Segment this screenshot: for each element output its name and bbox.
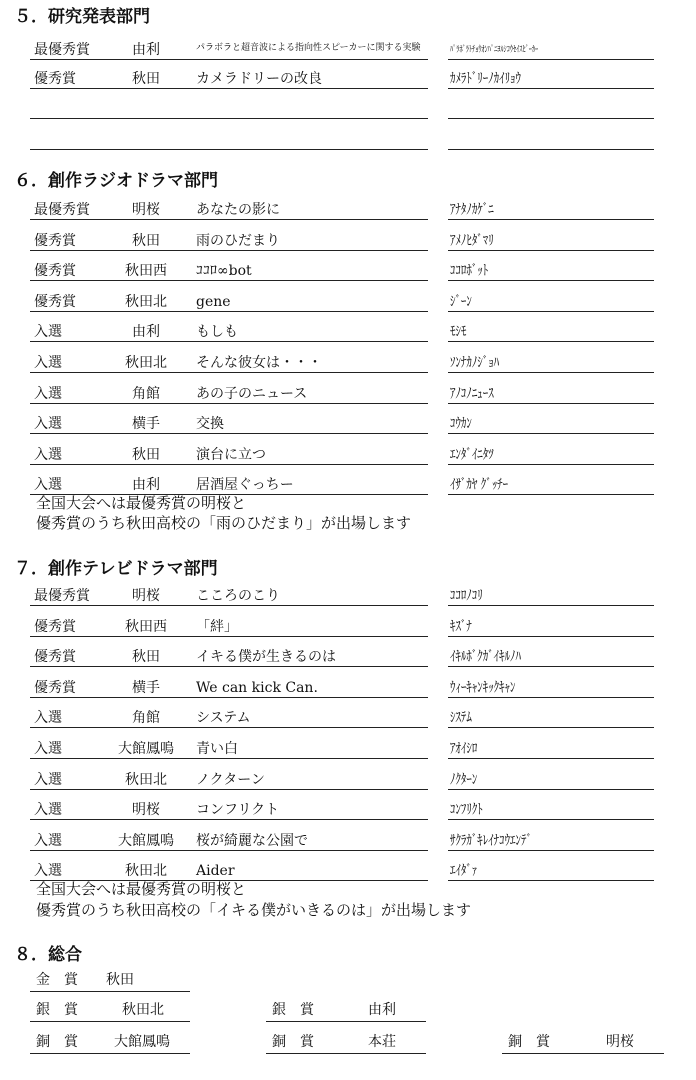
kana-reading: ﾓｼﾓ <box>450 324 467 340</box>
bronze-award-entry-2 <box>266 1032 426 1054</box>
title: イキる僕が生きるのは <box>196 649 336 665</box>
title: 「絆」 <box>196 619 238 635</box>
underline <box>30 118 428 119</box>
award: 入選 <box>34 802 62 818</box>
school: 本荘 <box>368 1034 396 1050</box>
kana-reading: ｲｻﾞｶﾔ ｸﾞｯﾁｰ <box>450 477 509 493</box>
school: 秋田北 <box>125 772 167 788</box>
kana-reading: ﾊﾟﾗﾎﾞﾗﾄﾁｮｳｵﾝﾊﾟﾆﾖﾙｼｺｳｾｲｽﾋﾟｰｶｰ <box>450 45 539 55</box>
sec7-row <box>0 706 696 728</box>
underline <box>30 1053 190 1054</box>
title: そんな彼女は・・・ <box>196 355 322 371</box>
sec6-row <box>0 351 696 373</box>
school: 横手 <box>132 680 160 696</box>
bronze-award-entry-1 <box>30 1032 190 1054</box>
sec6-row <box>0 443 696 465</box>
underline <box>30 636 428 637</box>
award: 優秀賞 <box>34 263 76 279</box>
sec7-row <box>0 737 696 759</box>
silver-award-entry-2 <box>266 1000 426 1022</box>
underline <box>448 880 654 881</box>
kana-reading: ｳｨｰｷｬﾝｷｯｸｷｬﾝ <box>450 680 516 696</box>
award: 優秀賞 <box>34 294 76 310</box>
underline <box>266 1053 426 1054</box>
school: 明桜 <box>132 802 160 818</box>
title: カメラドリーの改良 <box>196 71 322 87</box>
title: パラボラと超音波による指向性スピーカーに関する実験 <box>196 43 421 53</box>
underline <box>448 311 654 312</box>
award: 銀 賞 <box>36 1002 78 1018</box>
kana-reading: ｼｽﾃﾑ <box>450 710 472 726</box>
underline <box>448 605 654 606</box>
award: 優秀賞 <box>34 680 76 696</box>
underline <box>30 666 428 667</box>
section-8-heading: ８．総合 <box>14 945 82 965</box>
sec6-row <box>0 412 696 434</box>
school: 秋田 <box>132 71 160 87</box>
award: 最優秀賞 <box>34 588 90 604</box>
title: こころのこり <box>196 588 280 604</box>
school: 明桜 <box>606 1034 634 1050</box>
school: 秋田 <box>132 447 160 463</box>
school: 秋田北 <box>125 294 167 310</box>
underline <box>448 758 654 759</box>
title: 交換 <box>196 416 224 432</box>
gold-award-entry <box>30 970 190 992</box>
award: 入選 <box>34 710 62 726</box>
underline <box>30 697 428 698</box>
school: 横手 <box>132 416 160 432</box>
award: 最優秀賞 <box>34 42 90 58</box>
sec6-row <box>0 229 696 251</box>
underline <box>448 341 654 342</box>
kana-reading: ｺｺﾛﾉｺﾘ <box>450 588 483 604</box>
sec5-row-2 <box>0 67 696 89</box>
underline <box>448 372 654 373</box>
award: 金 賞 <box>36 972 78 988</box>
underline <box>448 636 654 637</box>
award: 銀 賞 <box>272 1002 314 1018</box>
sec6-row <box>0 259 696 281</box>
sec7-row <box>0 859 696 881</box>
underline <box>30 88 428 89</box>
underline <box>448 118 654 119</box>
underline <box>30 850 428 851</box>
sec7-note-line-1: 全国大会へは最優秀賞の明桜と <box>36 880 247 898</box>
title: システム <box>196 710 251 726</box>
award: 優秀賞 <box>34 233 76 249</box>
sec6-row <box>0 473 696 495</box>
silver-award-entry-1 <box>30 1000 190 1022</box>
underline <box>30 433 428 434</box>
school: 由利 <box>132 324 160 340</box>
underline <box>448 219 654 220</box>
underline <box>266 1021 426 1022</box>
underline <box>448 697 654 698</box>
underline <box>30 311 428 312</box>
sec5-row-blank-2 <box>0 128 696 150</box>
award: 優秀賞 <box>34 649 76 665</box>
underline <box>448 250 654 251</box>
award: 入選 <box>34 477 62 493</box>
award: 銅 賞 <box>272 1034 314 1050</box>
sec7-row <box>0 768 696 790</box>
title: ｺｺﾛ∞bot <box>196 263 252 279</box>
underline <box>448 433 654 434</box>
award: 入選 <box>34 447 62 463</box>
school: 角館 <box>132 386 160 402</box>
underline <box>30 1021 190 1022</box>
sec7-row <box>0 584 696 606</box>
kana-reading: ｺﾝﾌﾘｸﾄ <box>450 802 483 818</box>
school: 大館鳳鳴 <box>118 833 174 849</box>
award: 入選 <box>34 416 62 432</box>
sec5-row-blank-1 <box>0 97 696 119</box>
underline <box>448 59 654 60</box>
school: 大館鳳鳴 <box>114 1034 170 1050</box>
sec5-row-1 <box>0 38 696 60</box>
kana-reading: ｲｷﾙﾎﾞｸｶﾞｲｷﾙﾉﾊ <box>450 649 521 665</box>
kana-reading: ｿﾝﾅｶﾉｼﾞｮﾊ <box>450 355 500 371</box>
school: 由利 <box>368 1002 396 1018</box>
sec7-row <box>0 829 696 851</box>
school: 秋田北 <box>125 863 167 879</box>
sec7-row <box>0 676 696 698</box>
underline <box>448 149 654 150</box>
underline <box>30 991 190 992</box>
sec6-row <box>0 382 696 404</box>
award: 入選 <box>34 833 62 849</box>
school: 由利 <box>132 477 160 493</box>
title: 居酒屋ぐっちー <box>196 477 294 493</box>
kana-reading: ｱﾉｺﾉﾆｭｰｽ <box>450 386 494 402</box>
sec6-row <box>0 320 696 342</box>
award: 銅 賞 <box>508 1034 550 1050</box>
underline <box>448 88 654 89</box>
kana-reading: ｴﾝﾀﾞｲﾆﾀﾂ <box>450 447 494 463</box>
award: 優秀賞 <box>34 619 76 635</box>
school: 秋田北 <box>122 1002 164 1018</box>
school: 秋田 <box>132 233 160 249</box>
school: 秋田北 <box>125 355 167 371</box>
underline <box>30 758 428 759</box>
title: 演台に立つ <box>196 447 266 463</box>
bronze-award-entry-3 <box>502 1032 664 1054</box>
underline <box>30 464 428 465</box>
underline <box>448 819 654 820</box>
title: ノクターン <box>196 772 266 788</box>
underline <box>448 727 654 728</box>
school: 由利 <box>132 42 160 58</box>
kana-reading: ｷｽﾞﾅ <box>450 619 472 635</box>
sec6-row <box>0 290 696 312</box>
underline <box>448 789 654 790</box>
section-7-heading: ７．創作テレビドラマ部門 <box>14 559 218 579</box>
sec7-row <box>0 798 696 820</box>
school: 秋田西 <box>125 619 167 635</box>
underline <box>30 219 428 220</box>
title: 桜が綺麗な公園で <box>196 833 308 849</box>
award: 入選 <box>34 355 62 371</box>
sec7-row <box>0 615 696 637</box>
underline <box>30 341 428 342</box>
kana-reading: ｺｺﾛﾎﾞｯﾄ <box>450 263 489 279</box>
title: あの子のニュース <box>196 386 308 402</box>
underline <box>448 494 654 495</box>
school: 秋田 <box>106 972 134 988</box>
underline <box>30 149 428 150</box>
title: We can kick Can. <box>196 680 318 696</box>
underline <box>448 850 654 851</box>
title: Aider <box>196 863 235 879</box>
award: 最優秀賞 <box>34 202 90 218</box>
underline <box>448 666 654 667</box>
title: あなたの影に <box>196 202 280 218</box>
sec7-note-line-2: 優秀賞のうち秋田高校の「イキる僕がいきるのは」が出場します <box>36 901 472 919</box>
kana-reading: ｶﾒﾗﾄﾞﾘｰﾉｶｲﾘｮｳ <box>450 71 521 87</box>
section-5-heading: ５．研究発表部門 <box>14 7 150 27</box>
sec6-note-line-2: 優秀賞のうち秋田高校の「雨のひだまり」が出場します <box>36 514 412 532</box>
sec7-row <box>0 645 696 667</box>
school: 秋田 <box>132 649 160 665</box>
title: 青い白 <box>196 741 238 757</box>
underline <box>30 59 428 60</box>
underline <box>448 280 654 281</box>
underline <box>30 372 428 373</box>
underline <box>30 727 428 728</box>
underline <box>30 819 428 820</box>
award: 入選 <box>34 386 62 402</box>
award: 入選 <box>34 324 62 340</box>
underline <box>30 280 428 281</box>
school: 秋田西 <box>125 263 167 279</box>
kana-reading: ｺｳｶﾝ <box>450 416 472 432</box>
title: gene <box>196 294 231 310</box>
title: 雨のひだまり <box>196 233 280 249</box>
award: 優秀賞 <box>34 71 76 87</box>
kana-reading: ｱﾅﾀﾉｶｹﾞﾆ <box>450 202 494 218</box>
kana-reading: ﾉｸﾀｰﾝ <box>450 772 478 788</box>
underline <box>30 605 428 606</box>
school: 明桜 <box>132 202 160 218</box>
title: もしも <box>196 324 238 340</box>
award: 入選 <box>34 863 62 879</box>
underline <box>502 1053 664 1054</box>
underline <box>30 250 428 251</box>
award: 入選 <box>34 772 62 788</box>
sec6-row <box>0 198 696 220</box>
underline <box>448 403 654 404</box>
underline <box>30 789 428 790</box>
school: 角館 <box>132 710 160 726</box>
kana-reading: ｴｲﾀﾞｧ <box>450 863 478 879</box>
kana-reading: ｼﾞｰﾝ <box>450 294 472 310</box>
award: 入選 <box>34 741 62 757</box>
school: 明桜 <box>132 588 160 604</box>
kana-reading: ｻｸﾗｶﾞｷﾚｲﾅｺｳｴﾝﾃﾞ <box>450 833 532 849</box>
kana-reading: ｱﾒﾉﾋﾀﾞﾏﾘ <box>450 233 494 249</box>
section-6-heading: ６．創作ラジオドラマ部門 <box>14 171 218 191</box>
sec6-note-line-1: 全国大会へは最優秀賞の明桜と <box>36 494 247 512</box>
school: 大館鳳鳴 <box>118 741 174 757</box>
underline <box>448 464 654 465</box>
underline <box>30 403 428 404</box>
award: 銅 賞 <box>36 1034 78 1050</box>
kana-reading: ｱｵｲｼﾛ <box>450 741 478 757</box>
title: コンフリクト <box>196 802 280 818</box>
